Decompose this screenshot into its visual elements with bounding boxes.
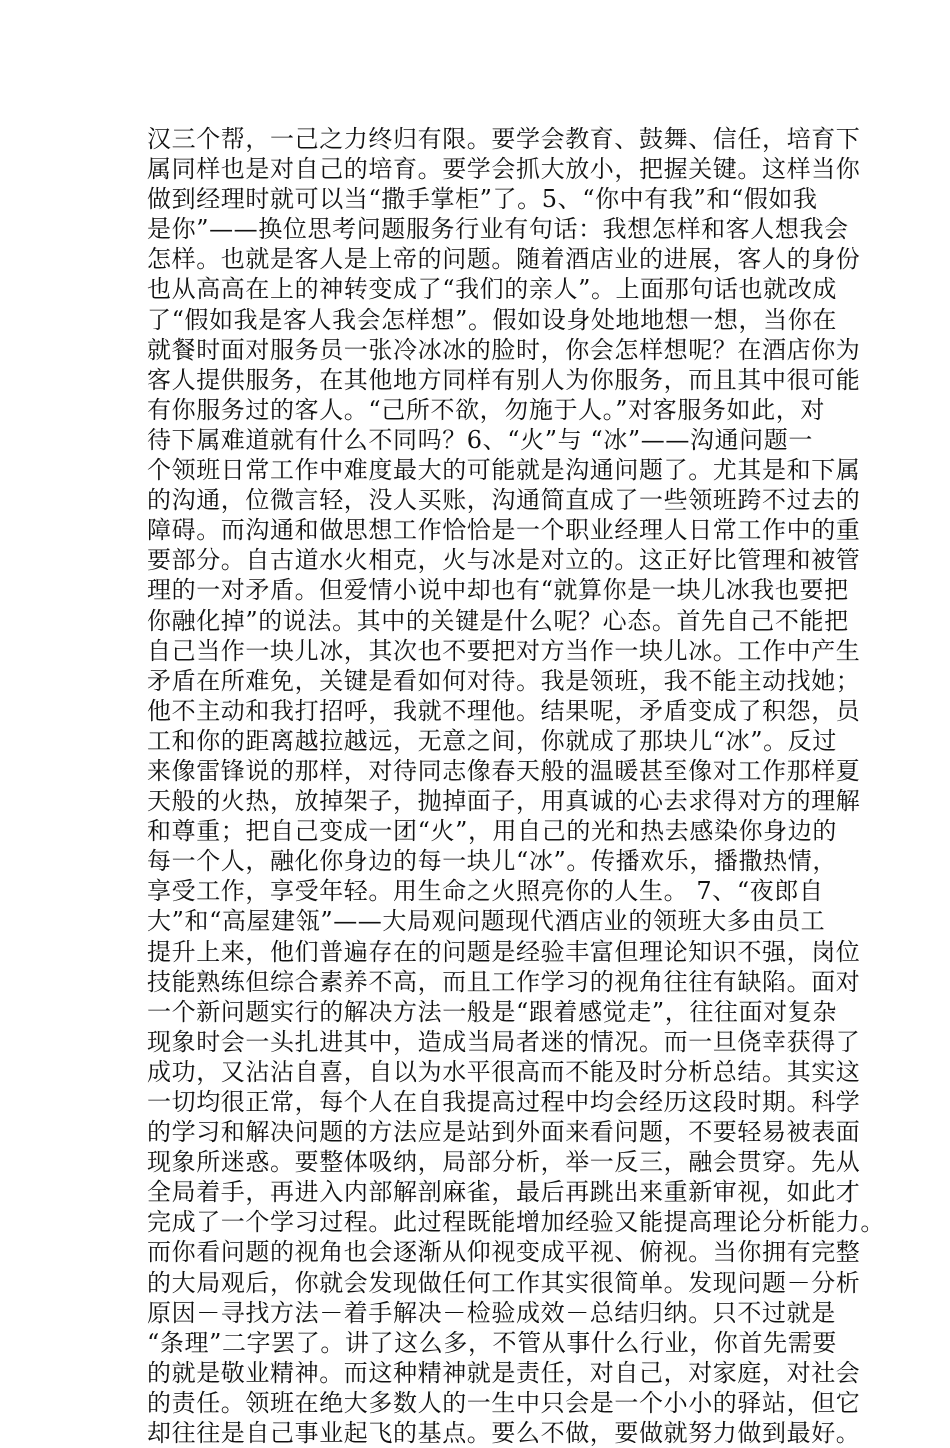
text-line: 大”和“高屋建瓴”——大局观问题现代酒店业的领班大多由员工 [147, 907, 826, 936]
text-line: 客人提供服务，在其他地方同样有别人为你服务，而且其中很可能 [147, 365, 861, 394]
text-line: 原因－寻找方法－着手解决－检验成效－总结归纳。只不过就是 [147, 1298, 836, 1327]
text-line: 天般的火热，放掉架子，抛掉面子，用真诚的心去求得对方的理解 [147, 787, 861, 816]
text-line: 提升上来，他们普遍存在的问题是经验丰富但理论知识不强，岗位 [147, 937, 861, 966]
text-line: 技能熟练但综合素养不高，而且工作学习的视角往往有缺陷。面对 [147, 967, 861, 996]
text-line: 的沟通，位微言轻，没人买账，沟通简直成了一些领班跨不过去的 [147, 486, 861, 515]
text-line: 有你服务过的客人。“己所不欲，勿施于人。”对客服务如此，对 [147, 395, 825, 424]
text-line: 享受工作，享受年轻。用生命之火照亮你的人生。 7、“夜郎自 [147, 877, 824, 906]
text-line: 自己当作一块儿冰，其次也不要把对方当作一块儿冰。工作中产生 [147, 636, 861, 665]
text-line: 待下属难道就有什么不同吗？6、“火”与 “冰”——沟通问题一 [147, 425, 813, 454]
text-line: 就餐时面对服务员一张冷冰冰的脸时，你会怎样想呢？在酒店你为 [147, 335, 861, 364]
text-line: 而你看问题的视角也会逐渐从仰视变成平视、俯视。当你拥有完整 [147, 1238, 861, 1267]
body-paragraph [147, 124, 885, 1448]
text-line: 成功，又沾沾自喜，自以为水平很高而不能及时分析总结。其实这 [147, 1057, 861, 1086]
text-line: 矛盾在所难免，关键是看如何对待。我是领班，我不能主动找她； [147, 666, 861, 695]
text-line: 你融化掉”的说法。其中的关键是什么呢？心态。首先自己不能把 [147, 606, 849, 635]
text-line: 每一个人，融化你身边的每一块儿“冰”。传播欢乐，播撒热情， [147, 847, 837, 876]
text-line: 要部分。自古道水火相克，火与冰是对立的。这正好比管理和被管 [147, 546, 861, 575]
text-line: 的责任。领班在绝大多数人的一生中只会是一个小小的驿站，但它 [147, 1388, 861, 1417]
text-line: 的大局观后，你就会发现做任何工作其实很简单。发现问题－分析 [147, 1268, 861, 1297]
text-line: 和尊重；把自己变成一团“火”，用自己的光和热去感染你身边的 [147, 817, 837, 846]
text-line: 现象时会一头扎进其中，造成当局者迷的情况。而一旦侥幸获得了 [147, 1027, 861, 1056]
text-line: 汉三个帮，一己之力终归有限。要学会教育、鼓舞、信任，培育下 [147, 125, 861, 153]
text-line: “条理”二字罢了。讲了这么多，不管从事什么行业，你首先需要 [147, 1328, 837, 1357]
text-line: 也从高高在上的神转变成了“我们的亲人”。上面那句话也就改成 [147, 275, 837, 304]
text-line: 是你”——换位思考问题服务行业有句话：我想怎样和客人想我会 [147, 215, 849, 244]
text-line: 的就是敬业精神。而这种精神就是责任，对自己，对家庭，对社会 [147, 1358, 861, 1387]
text-line: 却往往是自己事业起飞的基点。要么不做，要做就努力做到最好。 [147, 1419, 861, 1448]
text-line: 全局着手，再进入内部解剖麻雀，最后再跳出来重新审视，如此才 [147, 1178, 861, 1207]
text-line: 障碍。而沟通和做思想工作恰恰是一个职业经理人日常工作中的重 [147, 516, 861, 545]
text-line: 做到经理时就可以当“撒手掌柜”了。5、“你中有我”和“假如我 [147, 185, 818, 214]
text-line: 他不主动和我打招呼，我就不理他。结果呢，矛盾变成了积怨，员 [147, 696, 861, 725]
text-line: 工和你的距离越拉越远，无意之间，你就成了那块儿“冰”。反过 [147, 726, 837, 755]
text-line: 来像雷锋说的那样，对待同志像春天般的温暖甚至像对工作那样夏 [147, 756, 861, 785]
text-line: 属同样也是对自己的培育。要学会抓大放小，把握关键。这样当你 [147, 155, 861, 184]
text-line: 一切均很正常，每个人在自我提高过程中均会经历这段时期。科学 [147, 1088, 861, 1116]
text-line: 现象所迷惑。要整体吸纳，局部分析，举一反三，融会贯穿。先从 [147, 1148, 861, 1177]
text-line: 完成了一个学习过程。此过程既能增加经验又能提高理论分析能力。 [147, 1208, 885, 1237]
text-line: 理的一对矛盾。但爱情小说中却也有“就算你是一块儿冰我也要把 [147, 576, 849, 605]
text-line: 的学习和解决问题的方法应是站到外面来看问题，不要轻易被表面 [147, 1118, 861, 1147]
text-line: 了“假如我是客人我会怎样想”。假如设身处地地想一想，当你在 [147, 305, 837, 334]
text-line: 怎样。也就是客人是上帝的问题。随着酒店业的进展，客人的身份 [147, 245, 861, 274]
text-line: 一个新问题实行的解决方法一般是“跟着感觉走”，往往面对复杂 [147, 997, 837, 1026]
text-line: 个领班日常工作中难度最大的可能就是沟通问题了。尤其是和下属 [147, 456, 861, 485]
